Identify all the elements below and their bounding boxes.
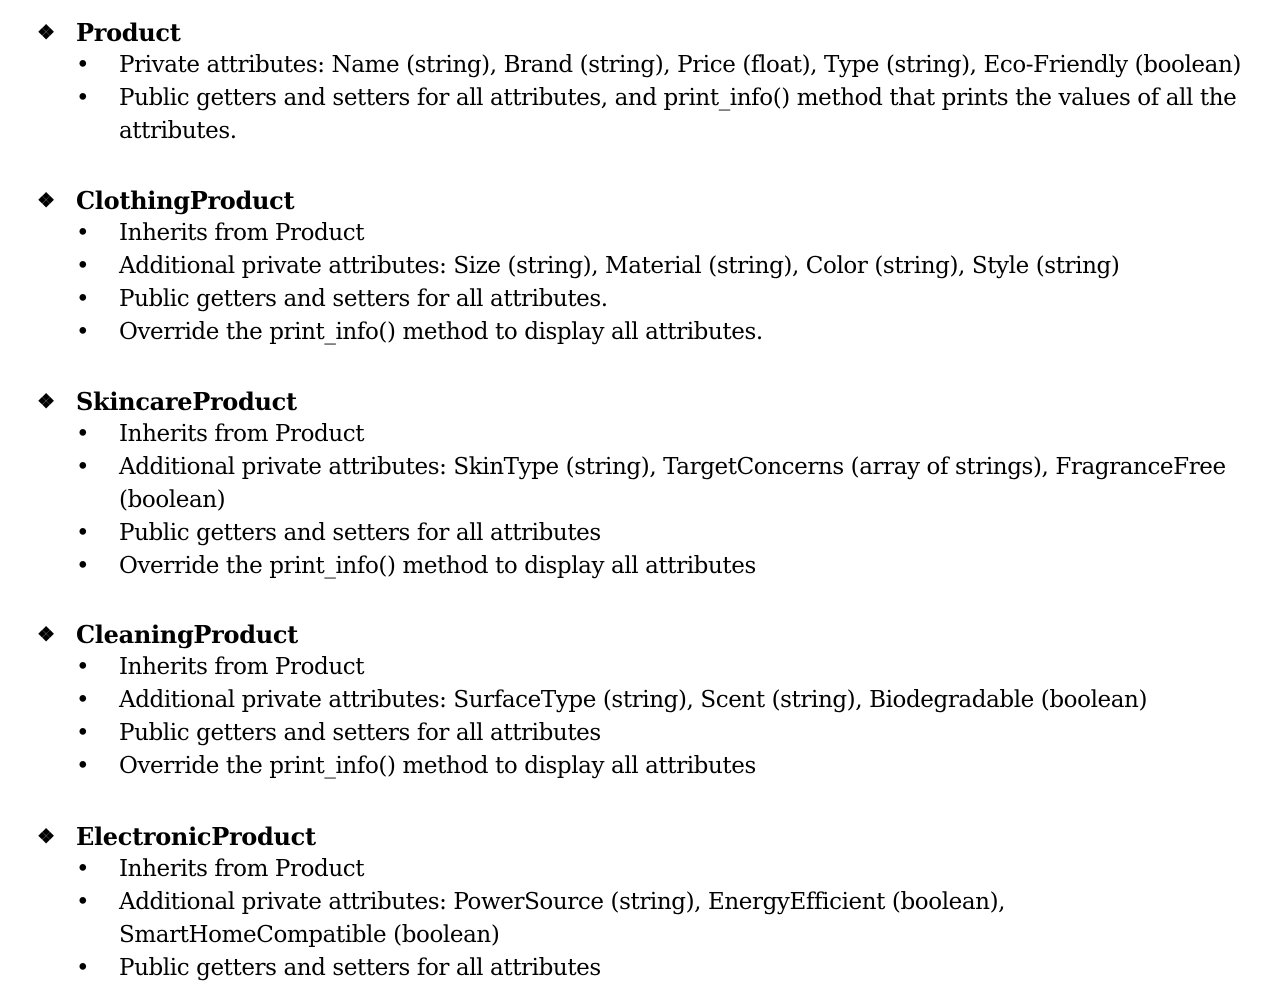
bullet-list bbox=[0, 651, 1269, 783]
diamond-bullet-icon: ❖ bbox=[37, 622, 55, 646]
list-item: • Public getters and setters for all attributes bbox=[0, 517, 1269, 550]
section-title: SkincareProduct bbox=[76, 386, 297, 416]
section-heading bbox=[34, 819, 316, 853]
list-item: • Public getters and setters for all attributes bbox=[0, 952, 1269, 985]
list-item: • Additional private attributes: SkinType (string), TargetConcerns (array of strings), FragranceFree (boolean) bbox=[0, 451, 1269, 517]
section-heading bbox=[34, 617, 298, 651]
section-title: ClothingProduct bbox=[76, 185, 295, 215]
list-item: • Additional private attributes: Size (string), Material (string), Color (string), Style (string) bbox=[0, 250, 1269, 283]
section-title: Product bbox=[76, 17, 181, 47]
list-item: • Additional private attributes: PowerSource (string), EnergyEfficient (boolean), SmartHomeCompatible (boolean) bbox=[0, 886, 1269, 952]
list-item: • Inherits from Product bbox=[0, 217, 1269, 250]
list-item: • Override the print_info() method to display all attributes bbox=[0, 750, 1269, 783]
list-item: • Override the print_info() method to display all attributes. bbox=[0, 316, 1269, 349]
list-item: • Additional private attributes: SurfaceType (string), Scent (string), Biodegradable (boolean) bbox=[0, 684, 1269, 717]
diamond-bullet-icon: ❖ bbox=[37, 20, 55, 44]
list-item: • Override the print_info() method to display all attributes bbox=[0, 550, 1269, 583]
bullet-list bbox=[0, 49, 1269, 148]
list-item: • Inherits from Product bbox=[0, 418, 1269, 451]
list-item: • Private attributes: Name (string), Brand (string), Price (float), Type (string), Eco-Friendly (boolean) bbox=[0, 49, 1269, 82]
bullet-list bbox=[0, 418, 1269, 583]
list-item: • Inherits from Product bbox=[0, 853, 1269, 886]
diamond-bullet-icon: ❖ bbox=[37, 824, 55, 848]
bullet-list bbox=[0, 217, 1269, 349]
diamond-bullet-icon: ❖ bbox=[37, 389, 55, 413]
section-heading bbox=[34, 15, 181, 49]
section-title: CleaningProduct bbox=[76, 619, 298, 649]
diamond-bullet-icon: ❖ bbox=[37, 188, 55, 212]
section-heading bbox=[34, 384, 297, 418]
list-item: • Inherits from Product bbox=[0, 651, 1269, 684]
bullet-list bbox=[0, 853, 1269, 985]
list-item: • Public getters and setters for all attributes. bbox=[0, 283, 1269, 316]
list-item: • Public getters and setters for all attributes bbox=[0, 717, 1269, 750]
section-title: ElectronicProduct bbox=[76, 821, 316, 851]
list-item: • Public getters and setters for all attributes, and print_info() method that prints the values of all the attributes. bbox=[0, 82, 1269, 148]
section-heading bbox=[34, 183, 294, 217]
